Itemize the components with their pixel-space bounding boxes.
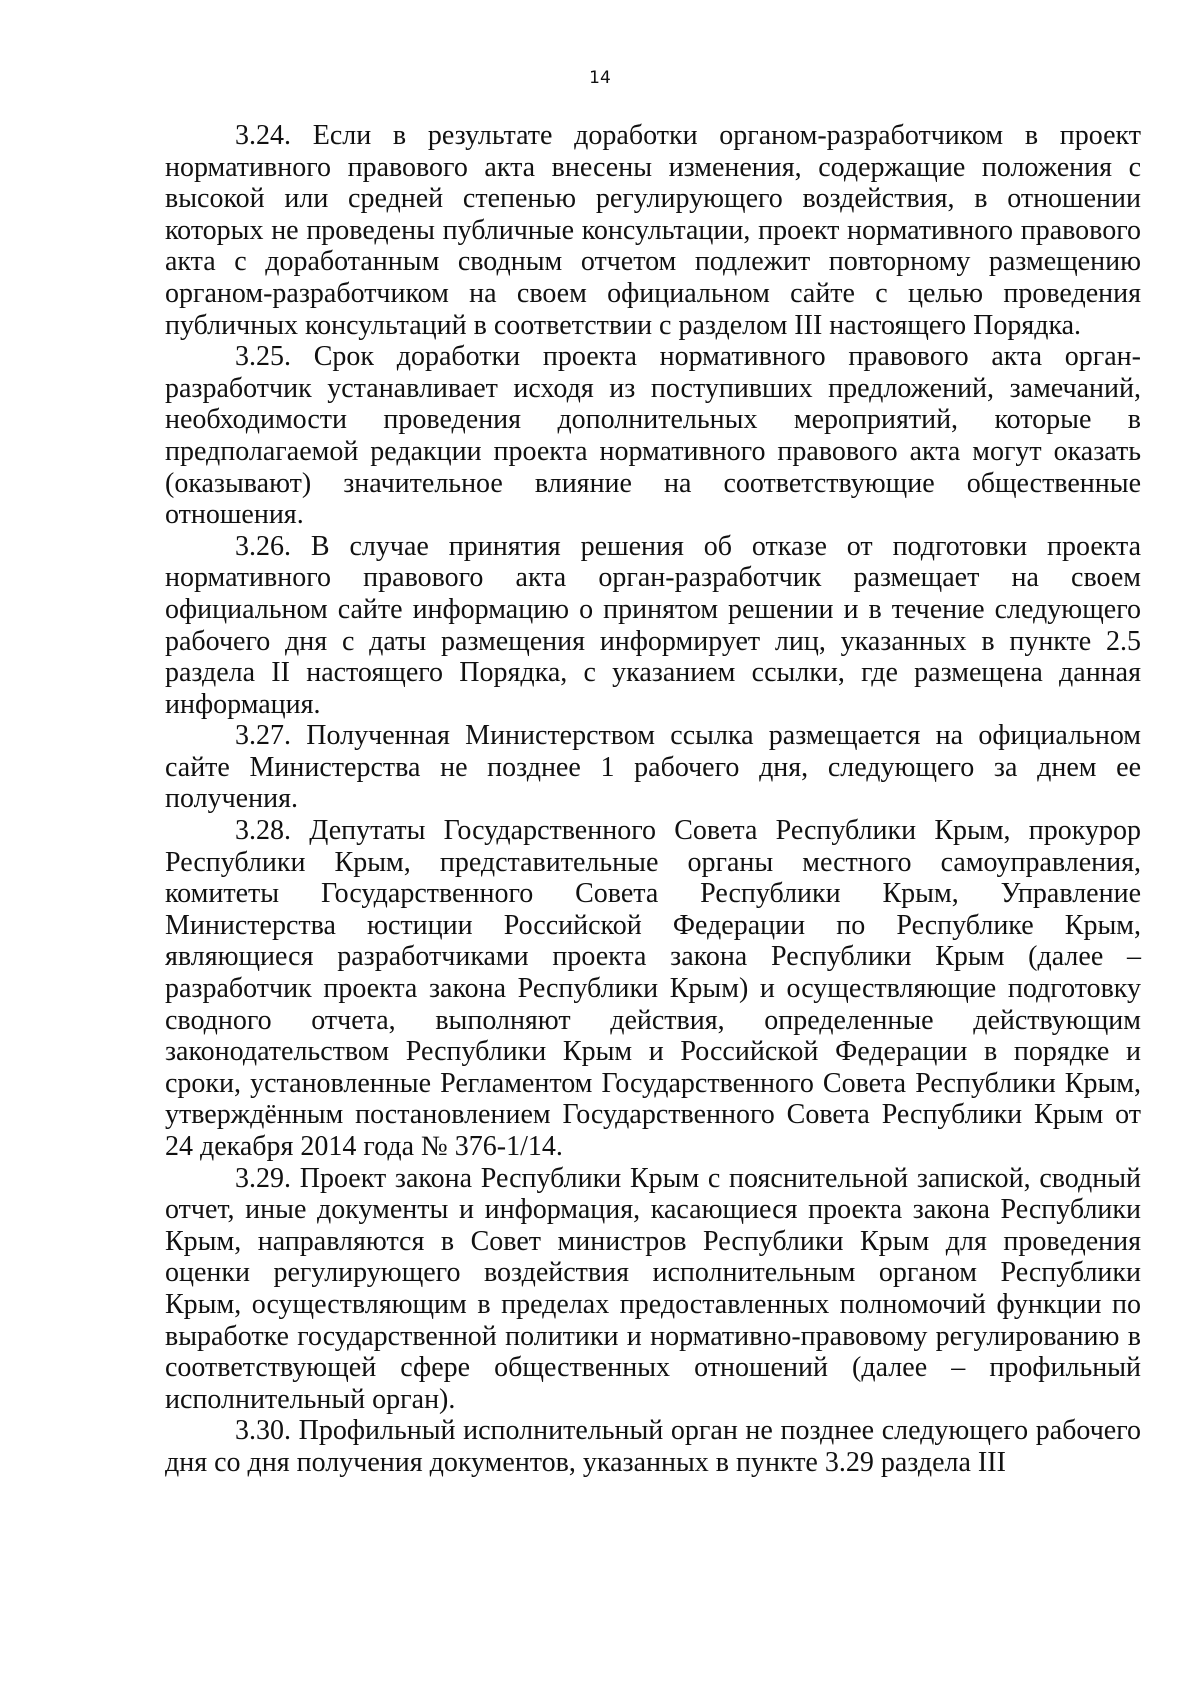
paragraph-3-28: 3.28. Депутаты Государственного Совета Республики Крым, прокурор Республики Крым, представительные органы местного самоуправления, комитеты Государственного Совета Республики Крым, Управление Министерства юстиции Российской Федерации по Республике Крым, являющиеся разработчиками проекта закона Республики Крым (далее – разработчик проекта закона Республики Крым) и осуществляющие подготовку сводного отчета, выполняют действия, определенные действующим законодательством Республики Крым и Российской Федерации в порядке и сроки, установленные Регламентом Государственного Совета Республики Крым, утверждённым постановлением Государственного Совета Республики Крым от 24 декабря 2014 года № 376-1/14. <box>165 815 1141 1162</box>
paragraph-3-26: 3.26. В случае принятия решения об отказе от подготовки проекта нормативного правового акта орган-разработчик размещает на своем официальном сайте информацию о принятом решении и в течение следующего рабочего дня с даты размещения информирует лиц, указанных в пункте 2.5 раздела II настоящего Порядка, с указанием ссылки, где размещена данная информация. <box>165 530 1141 720</box>
paragraph-3-29: 3.29. Проект закона Республики Крым с пояснительной запиской, сводный отчет, иные документы и информация, касающиеся проекта закона Республики Крым, направляются в Совет министров Республики Крым для проведения оценки регулирующего воздействия исполнительным органом Республики Крым, осуществляющим в пределах предоставленных полномочий функции по выработке государственной политики и нормативно-правовому регулированию в соответствующей сфере общественных отношений (далее – профильный исполнительный орган). <box>165 1162 1141 1415</box>
paragraph-3-25: 3.25. Срок доработки проекта нормативного правового акта орган-разработчик устанавливает исходя из поступивших предложений, замечаний, необходимости проведения дополнительных мероприятий, которые в предполагаемой редакции проекта нормативного правового акта могут оказать (оказывают) значительное влияние на соответствующие общественные отношения. <box>165 341 1141 531</box>
page-number: 14 <box>589 68 611 88</box>
paragraph-3-30: 3.30. Профильный исполнительный орган не позднее следующего рабочего дня со дня получения документов, указанных в пункте 3.29 раздела III <box>165 1415 1141 1478</box>
document-body <box>165 120 1141 1479</box>
paragraph-3-24: 3.24. Если в результате доработки органом-разработчиком в проект нормативного правового акта внесены изменения, содержащие положения с высокой или средней степенью регулирующего воздействия, в отношении которых не проведены публичные консультации, проект нормативного правового акта с доработанным сводным отчетом подлежит повторному размещению органом-разработчиком на своем официальном сайте с целью проведения публичных консультаций в соответствии с разделом III настоящего Порядка. <box>165 120 1141 341</box>
paragraph-3-27: 3.27. Полученная Министерством ссылка размещается на официальном сайте Министерства не позднее 1 рабочего дня, следующего за днем ее получения. <box>165 720 1141 815</box>
